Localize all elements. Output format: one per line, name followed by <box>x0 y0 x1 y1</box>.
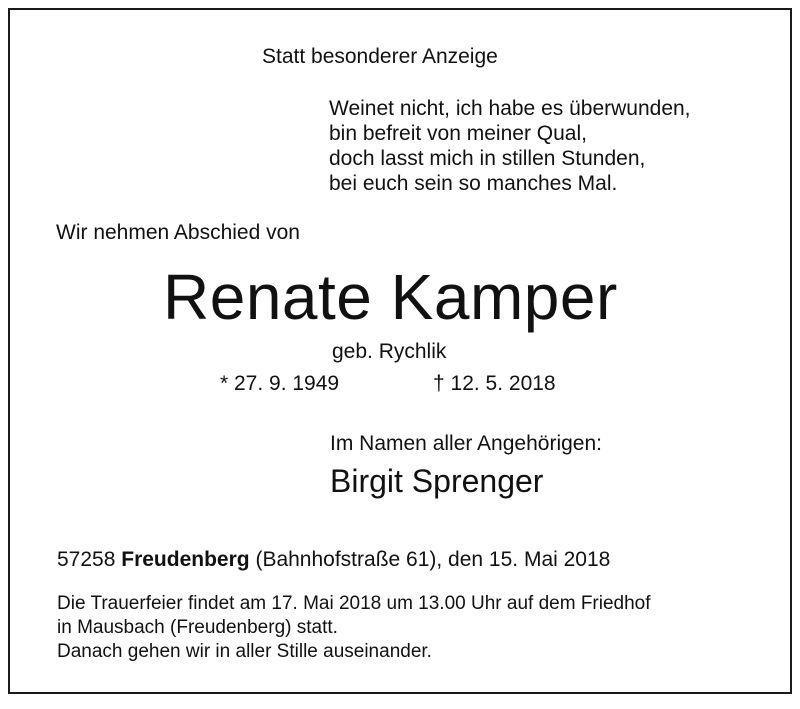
deceased-name: Renate Kamper <box>163 261 618 333</box>
header-text: Statt besonderer Anzeige <box>262 45 498 68</box>
postcode: 57258 <box>57 548 116 571</box>
funeral-notice <box>57 592 651 664</box>
poem-line: Weinet nicht, ich habe es überwunden, <box>329 97 691 120</box>
death-date: † 12. 5. 2018 <box>433 372 556 395</box>
notice-line: Danach gehen wir in aller Stille auseinander. <box>57 641 432 662</box>
intro-text: Wir nehmen Abschied von <box>56 221 300 244</box>
address-date: (Bahnhofstraße 61), den 15. Mai 2018 <box>255 548 611 571</box>
poem <box>329 96 691 196</box>
signature-label: Im Namen aller Angehörigen: <box>330 432 602 455</box>
poem-line: bei euch sein so manches Mal. <box>329 172 618 195</box>
place-line <box>57 549 610 570</box>
signature-name: Birgit Sprenger <box>330 463 544 499</box>
poem-line: bin befreit von meiner Qual, <box>329 122 587 145</box>
birth-name: geb. Rychlik <box>332 340 447 363</box>
birth-date: * 27. 9. 1949 <box>220 372 340 395</box>
notice-line: in Mausbach (Freudenberg) statt. <box>57 617 338 638</box>
notice-line: Die Trauerfeier findet am 17. Mai 2018 um 13.00 Uhr auf dem Friedhof <box>57 593 651 614</box>
poem-line: doch lasst mich in stillen Stunden, <box>329 147 646 170</box>
city: Freudenberg <box>121 548 250 571</box>
